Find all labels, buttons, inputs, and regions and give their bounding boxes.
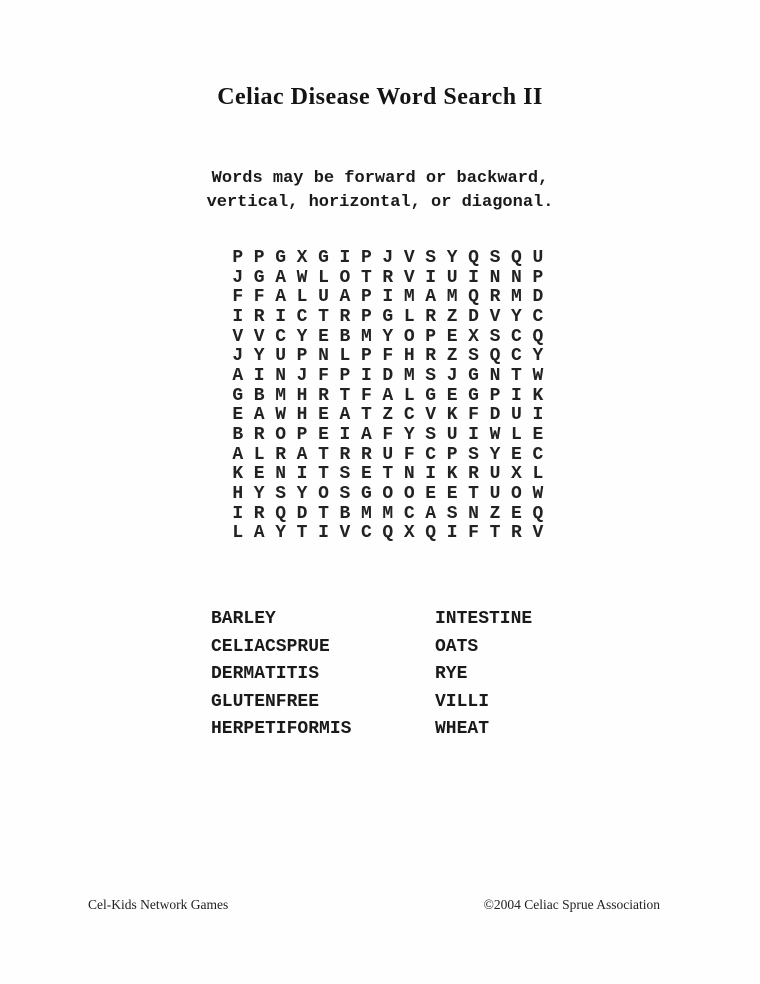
grid-cell: M [511, 287, 522, 308]
grid-cell: T [318, 444, 329, 465]
grid-cell: Z [446, 306, 458, 327]
grid-cell: N [489, 267, 501, 288]
grid-cell: M [382, 503, 394, 524]
grid-cell: E [446, 484, 458, 505]
grid-cell: I [296, 464, 308, 485]
grid-cell: D [532, 287, 544, 308]
grid-cell: E [232, 405, 244, 426]
grid-cell: Y [403, 425, 415, 446]
grid-cell: D [296, 503, 308, 524]
grid-cell: L [318, 267, 329, 288]
grid-row [227, 346, 549, 366]
grid-cell: Y [511, 306, 522, 327]
grid-cell: G [253, 267, 265, 288]
grid-cell: C [511, 346, 522, 367]
grid-row [227, 524, 549, 544]
grid-cell: Q [489, 346, 501, 367]
grid-cell: A [275, 267, 286, 288]
grid-cell: O [339, 267, 351, 288]
grid-cell: P [489, 385, 501, 406]
grid-cell: R [275, 444, 286, 465]
grid-cell: P [532, 267, 544, 288]
grid-cell: H [232, 484, 244, 505]
grid-cell: E [446, 326, 458, 347]
grid-cell: S [425, 247, 437, 268]
grid-cell: S [339, 464, 351, 485]
grid-cell: Q [382, 523, 394, 544]
grid-cell: T [382, 464, 394, 485]
grid-cell: X [511, 464, 522, 485]
grid-cell: E [253, 464, 265, 485]
grid-row [227, 504, 549, 524]
grid-cell: Z [446, 346, 458, 367]
grid-cell: E [318, 425, 329, 446]
grid-cell: R [360, 444, 372, 465]
grid-cell: M [275, 385, 286, 406]
grid-cell: W [296, 267, 308, 288]
grid-cell: S [489, 247, 501, 268]
grid-cell: M [360, 503, 372, 524]
grid-cell: R [425, 346, 437, 367]
grid-cell: L [403, 385, 415, 406]
grid-cell: S [275, 484, 286, 505]
grid-cell: A [253, 405, 265, 426]
grid-cell: I [425, 464, 437, 485]
grid-row [227, 425, 549, 445]
grid-cell: P [232, 247, 244, 268]
grid-cell: G [232, 385, 244, 406]
grid-cell: V [403, 267, 415, 288]
grid-cell: Q [425, 523, 437, 544]
grid-row [227, 465, 549, 485]
footer [88, 897, 660, 913]
grid-cell: E [511, 503, 522, 524]
grid-cell: G [275, 247, 286, 268]
grid-cell: I [318, 523, 329, 544]
grid-cell: L [296, 287, 308, 308]
grid-cell: I [468, 425, 479, 446]
grid-cell: Z [489, 503, 501, 524]
grid-cell: F [403, 444, 415, 465]
grid-cell: Q [468, 287, 479, 308]
grid-cell: O [511, 484, 522, 505]
word-list-right-column [435, 606, 532, 744]
grid-cell: Y [275, 523, 286, 544]
grid-cell: U [489, 484, 501, 505]
grid-cell: P [360, 306, 372, 327]
grid-cell: R [339, 306, 351, 327]
grid-cell: T [318, 503, 329, 524]
grid-row [227, 268, 549, 288]
grid-cell: J [296, 365, 308, 386]
grid-cell: K [446, 405, 458, 426]
grid-row [227, 484, 549, 504]
grid-cell: V [489, 306, 501, 327]
grid-cell: M [403, 287, 415, 308]
grid-cell: J [382, 247, 394, 268]
grid-cell: D [382, 365, 394, 386]
grid-cell: F [360, 385, 372, 406]
grid-cell: K [232, 464, 244, 485]
word-item: WHEAT [435, 719, 490, 739]
grid-cell: Z [382, 405, 394, 426]
grid-cell: S [468, 346, 479, 367]
grid-cell: F [318, 365, 329, 386]
puzzle-title: Celiac Disease Word Search II [217, 84, 543, 110]
grid-cell: O [403, 326, 415, 347]
word-item: CELIACSPRUE [211, 636, 330, 657]
grid-cell: Q [532, 326, 544, 347]
grid-cell: U [489, 464, 501, 485]
word-item: INTESTINE [435, 609, 533, 629]
grid-row [227, 327, 549, 347]
grid-cell: P [296, 425, 308, 446]
grid-cell: S [425, 365, 437, 386]
grid-cell: A [425, 287, 437, 308]
grid-cell: F [382, 346, 394, 367]
grid-cell: B [253, 385, 265, 406]
grid-cell: P [339, 365, 351, 386]
grid-cell: H [296, 385, 308, 406]
grid-row [227, 406, 549, 426]
grid-cell: H [403, 346, 415, 367]
grid-cell: P [360, 346, 372, 367]
grid-cell: U [382, 444, 394, 465]
grid-cell: Y [489, 444, 501, 465]
grid-cell: U [275, 346, 286, 367]
grid-cell: A [339, 287, 351, 308]
grid-cell: K [446, 464, 458, 485]
grid-cell: I [511, 385, 522, 406]
grid-cell: A [339, 405, 351, 426]
grid-cell: J [232, 346, 244, 367]
grid-cell: P [446, 444, 458, 465]
grid-cell: E [532, 425, 544, 446]
footer-publisher: Cel-Kids Network Games [88, 897, 229, 912]
grid-cell: R [489, 287, 501, 308]
grid-cell: B [339, 326, 351, 347]
grid-cell: R [253, 306, 265, 327]
grid-cell: C [403, 405, 415, 426]
grid-cell: C [275, 326, 286, 347]
grid-cell: V [232, 326, 244, 347]
grid-cell: Q [511, 247, 522, 268]
grid-cell: E [360, 464, 372, 485]
grid-cell: S [489, 326, 501, 347]
grid-cell: S [446, 503, 458, 524]
grid-cell: T [318, 464, 329, 485]
grid-cell: M [446, 287, 458, 308]
grid-cell: C [532, 306, 544, 327]
grid-cell: F [468, 523, 479, 544]
word-item: BARLEY [211, 609, 276, 629]
grid-cell: W [275, 405, 286, 426]
grid-cell: Y [532, 346, 544, 367]
grid-cell: C [296, 306, 308, 327]
grid-cell: U [318, 287, 329, 308]
grid-cell: B [232, 425, 244, 446]
grid-cell: A [232, 365, 244, 386]
grid-cell: N [468, 503, 479, 524]
grid-cell: I [425, 267, 437, 288]
grid-cell: G [425, 385, 437, 406]
grid-cell: I [275, 306, 286, 327]
grid-cell: T [489, 523, 501, 544]
grid-cell: L [339, 346, 351, 367]
grid-cell: P [253, 247, 265, 268]
grid-cell: L [403, 306, 415, 327]
grid-cell: R [339, 444, 351, 465]
grid-cell: I [468, 267, 479, 288]
grid-cell: A [296, 444, 308, 465]
instructions-line-2: vertical, horizontal, or diagonal. [206, 193, 554, 212]
grid-cell: H [296, 405, 308, 426]
grid-cell: R [468, 464, 479, 485]
grid-cell: A [232, 444, 244, 465]
grid-cell: I [382, 287, 394, 308]
grid-cell: R [382, 267, 394, 288]
grid-row [227, 366, 549, 386]
word-item: DERMATITIS [211, 664, 320, 684]
footer-copyright: ©2004 Celiac Sprue Association [483, 897, 660, 912]
grid-cell: P [296, 346, 308, 367]
grid-cell: J [232, 267, 244, 288]
instructions [0, 167, 760, 215]
grid-cell: M [360, 326, 372, 347]
grid-cell: G [468, 365, 479, 386]
grid-cell: C [360, 523, 372, 544]
grid-cell: F [232, 287, 244, 308]
grid-cell: D [489, 405, 501, 426]
grid-cell: U [532, 247, 544, 268]
word-item: VILLI [435, 691, 490, 712]
grid-cell: G [318, 247, 329, 268]
grid-cell: W [489, 425, 501, 446]
grid-cell: W [532, 484, 544, 505]
grid-cell: X [403, 523, 415, 544]
grid-cell: N [403, 464, 415, 485]
grid-cell: P [360, 287, 372, 308]
grid-cell: I [232, 306, 244, 327]
grid-cell: Y [296, 326, 308, 347]
word-item: GLUTENFREE [211, 691, 320, 712]
grid-cell: E [511, 444, 522, 465]
grid-cell: N [318, 346, 329, 367]
grid-cell: I [446, 523, 458, 544]
grid-row [227, 445, 549, 465]
grid-cell: P [360, 247, 372, 268]
grid-cell: F [468, 405, 479, 426]
grid-cell: T [511, 365, 522, 386]
grid-cell: V [425, 405, 437, 426]
grid-cell: I [360, 365, 372, 386]
grid-cell: O [318, 484, 329, 505]
grid-cell: V [403, 247, 415, 268]
grid-cell: G [360, 484, 372, 505]
grid-cell: K [532, 385, 544, 406]
grid-cell: L [253, 444, 265, 465]
grid-cell: U [446, 267, 458, 288]
grid-cell: V [532, 523, 544, 544]
grid-cell: Q [275, 503, 286, 524]
grid-cell: E [318, 405, 329, 426]
letter-grid [227, 248, 549, 543]
grid-cell: A [382, 385, 394, 406]
grid-cell: P [425, 326, 437, 347]
grid-cell: U [446, 425, 458, 446]
grid-cell: I [532, 405, 544, 426]
grid-cell: C [425, 444, 437, 465]
grid-cell: G [468, 385, 479, 406]
grid-cell: Y [253, 484, 265, 505]
grid-row [227, 248, 549, 268]
grid-row [227, 386, 549, 406]
grid-cell: S [468, 444, 479, 465]
grid-cell: T [318, 306, 329, 327]
grid-cell: O [403, 484, 415, 505]
grid-cell: B [339, 503, 351, 524]
grid-cell: O [275, 425, 286, 446]
grid-cell: Y [296, 484, 308, 505]
grid-cell: A [253, 523, 265, 544]
grid-cell: R [318, 385, 329, 406]
grid-cell: F [253, 287, 265, 308]
grid-cell: Q [468, 247, 479, 268]
grid-cell: I [253, 365, 265, 386]
grid-cell: I [339, 247, 351, 268]
grid-row [227, 307, 549, 327]
grid-cell: E [446, 385, 458, 406]
grid-cell: E [318, 326, 329, 347]
grid-row [227, 287, 549, 307]
grid-cell: C [511, 326, 522, 347]
grid-cell: J [446, 365, 458, 386]
grid-cell: W [532, 365, 544, 386]
instructions-line-1: Words may be forward or backward, [211, 169, 549, 188]
grid-cell: N [511, 267, 522, 288]
grid-cell: A [275, 287, 286, 308]
grid-cell: R [253, 425, 265, 446]
grid-cell: Y [382, 326, 394, 347]
grid-cell: C [532, 444, 544, 465]
grid-cell: A [360, 425, 372, 446]
grid-cell: A [425, 503, 437, 524]
grid-cell: L [232, 523, 244, 544]
grid-cell: N [275, 365, 286, 386]
grid-cell: R [425, 306, 437, 327]
grid-cell: T [468, 484, 479, 505]
grid-cell: V [339, 523, 351, 544]
grid-cell: Y [446, 247, 458, 268]
grid-cell: T [360, 405, 372, 426]
grid-cell: L [532, 464, 544, 485]
grid-cell: Y [253, 346, 265, 367]
word-list-left-column [211, 606, 351, 744]
grid-cell: X [296, 247, 308, 268]
grid-cell: I [339, 425, 351, 446]
word-item: HERPETIFORMIS [211, 719, 352, 739]
word-item: OATS [435, 636, 479, 657]
grid-cell: V [253, 326, 265, 347]
grid-cell: T [339, 385, 351, 406]
grid-cell: R [253, 503, 265, 524]
grid-cell: I [232, 503, 244, 524]
grid-cell: T [296, 523, 308, 544]
grid-cell: L [511, 425, 522, 446]
word-item: RYE [435, 664, 468, 684]
grid-cell: S [425, 425, 437, 446]
grid-cell: T [360, 267, 372, 288]
grid-cell: N [275, 464, 286, 485]
grid-cell: X [468, 326, 479, 347]
grid-cell: S [339, 484, 351, 505]
grid-cell: F [382, 425, 394, 446]
grid-cell: U [511, 405, 522, 426]
grid-cell: R [511, 523, 522, 544]
grid-cell: M [403, 365, 415, 386]
grid-cell: C [403, 503, 415, 524]
grid-cell: Q [532, 503, 544, 524]
grid-cell: G [382, 306, 394, 327]
grid-cell: O [382, 484, 394, 505]
grid-cell: N [489, 365, 501, 386]
grid-cell: E [425, 484, 437, 505]
grid-cell: D [468, 306, 479, 327]
